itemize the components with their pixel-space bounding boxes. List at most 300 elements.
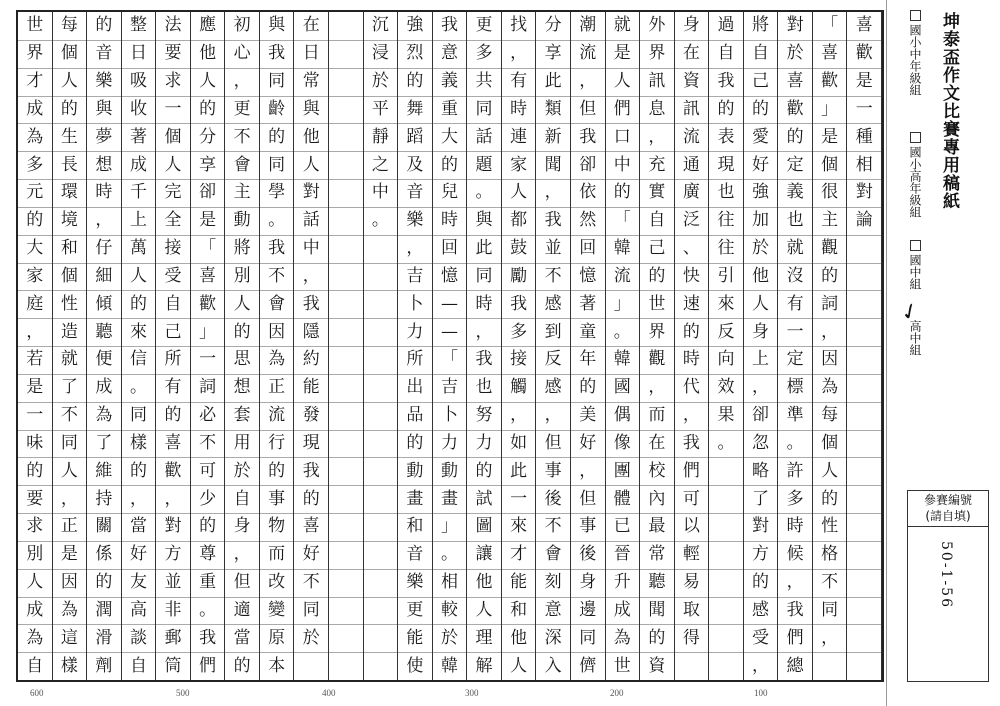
handwritten-character: 個	[60, 265, 78, 286]
handwritten-character: 的	[233, 321, 251, 342]
handwritten-character: 韓	[613, 238, 631, 259]
handwritten-character: 連	[510, 126, 528, 147]
handwritten-character: ，	[233, 544, 251, 565]
handwritten-character: 尊	[199, 544, 217, 565]
handwritten-character: 當	[129, 516, 147, 537]
handwritten-character: 他	[302, 126, 320, 147]
handwritten-character: 就	[613, 15, 631, 36]
handwritten-character: 現	[717, 154, 735, 175]
handwritten-character: 但	[233, 572, 251, 593]
handwritten-character: 訊	[682, 98, 700, 119]
handwritten-character: 時	[682, 349, 700, 370]
handwritten-character: 細	[95, 265, 113, 286]
handwritten-character: 心	[233, 43, 251, 64]
handwritten-character: 的	[752, 572, 770, 593]
handwritten-character: 初	[233, 15, 251, 36]
handwritten-character: 是	[613, 43, 631, 64]
handwritten-character: 、	[682, 238, 700, 259]
handwritten-character: 泛	[682, 210, 700, 231]
handwritten-character: 都	[510, 210, 528, 231]
handwritten-character: 變	[268, 599, 286, 620]
handwritten-character: 來	[717, 293, 735, 314]
handwritten-character: 」	[613, 293, 631, 314]
handwritten-character: ，	[579, 71, 597, 92]
handwritten-character: 的	[406, 432, 424, 453]
handwritten-character: 更	[475, 15, 493, 36]
handwritten-character: 觀	[648, 349, 666, 370]
handwritten-character: 我	[475, 349, 493, 370]
handwritten-character: 因	[268, 321, 286, 342]
handwritten-character: 卻	[579, 154, 597, 175]
manuscript-column	[294, 12, 329, 680]
handwritten-character: 改	[268, 572, 286, 593]
handwritten-character: 們	[786, 627, 804, 648]
handwritten-character: 兒	[440, 182, 458, 203]
handwritten-character: ，	[544, 182, 562, 203]
handwritten-character: 自	[233, 488, 251, 509]
handwritten-character: 同	[821, 599, 839, 620]
handwritten-character: 的	[233, 655, 251, 676]
manuscript-column	[156, 12, 191, 680]
handwritten-character: 成	[129, 154, 147, 175]
handwritten-character: 時	[510, 98, 528, 119]
handwritten-character: 喜	[199, 265, 217, 286]
handwritten-character: 要	[164, 43, 182, 64]
handwritten-character: 「	[821, 15, 839, 36]
checkbox-icon[interactable]	[910, 10, 921, 21]
handwritten-character: 行	[268, 432, 286, 453]
handwritten-character: 用	[233, 432, 251, 453]
handwritten-character: —	[440, 321, 458, 342]
handwritten-character: 是	[60, 544, 78, 565]
manuscript-column	[87, 12, 122, 680]
handwritten-character: 了	[752, 488, 770, 509]
handwritten-character: 求	[26, 516, 44, 537]
handwritten-character: 能	[510, 572, 528, 593]
handwritten-character: 家	[26, 265, 44, 286]
handwritten-character: 成	[95, 377, 113, 398]
handwritten-character: 過	[717, 15, 735, 36]
handwritten-character: 的	[648, 265, 666, 286]
handwritten-character: 不	[268, 265, 286, 286]
handwritten-character: 口	[613, 126, 631, 147]
handwritten-character: 廣	[682, 182, 700, 203]
handwritten-character: 蹈	[406, 126, 424, 147]
handwritten-character: ，	[579, 460, 597, 481]
handwritten-character: 為	[613, 627, 631, 648]
handwritten-character: 歡	[199, 293, 217, 314]
checkbox-icon[interactable]	[910, 132, 921, 143]
handwritten-character: 別	[233, 265, 251, 286]
handwritten-character: 談	[129, 627, 147, 648]
handwritten-character: 對	[164, 516, 182, 537]
handwritten-character: 己	[648, 238, 666, 259]
handwritten-character: 友	[129, 572, 147, 593]
handwritten-character: 自	[717, 43, 735, 64]
handwritten-character: 個	[821, 154, 839, 175]
handwritten-character: ，	[648, 377, 666, 398]
handwritten-character: 的	[406, 71, 424, 92]
handwritten-character: 於	[233, 460, 251, 481]
handwritten-character: 的	[60, 98, 78, 119]
handwritten-character: 人	[233, 293, 251, 314]
handwritten-character: 的	[26, 460, 44, 481]
handwritten-character: 聽	[648, 572, 666, 593]
handwritten-character: 吉	[440, 377, 458, 398]
handwritten-character: 我	[268, 238, 286, 259]
handwritten-character: 分	[544, 15, 562, 36]
handwritten-character: 世	[648, 293, 666, 314]
handwritten-character: 不	[199, 432, 217, 453]
handwritten-character: 反	[717, 321, 735, 342]
handwritten-character: 加	[752, 210, 770, 231]
handwritten-character: 想	[233, 377, 251, 398]
handwritten-character: 多	[26, 154, 44, 175]
handwritten-character: 樣	[60, 655, 78, 676]
handwritten-character: 更	[406, 599, 424, 620]
handwritten-character: 每	[60, 15, 78, 36]
handwritten-character: 流	[613, 265, 631, 286]
manuscript-column	[191, 12, 226, 680]
handwritten-character: 定	[786, 154, 804, 175]
handwritten-character: 入	[544, 655, 562, 676]
handwritten-character: 但	[579, 488, 597, 509]
manuscript-grid	[16, 10, 884, 682]
handwritten-character: 個	[60, 43, 78, 64]
handwritten-character: 與	[268, 15, 286, 36]
handwritten-character: 候	[786, 544, 804, 565]
handwritten-character: 我	[302, 460, 320, 481]
handwritten-character: 我	[510, 293, 528, 314]
handwritten-character: 他	[752, 265, 770, 286]
handwritten-character: 正	[60, 516, 78, 537]
handwritten-character: 著	[579, 293, 597, 314]
handwritten-character: 方	[164, 544, 182, 565]
handwritten-character: 回	[440, 238, 458, 259]
handwritten-character: 和	[406, 516, 424, 537]
handwritten-character: 的	[268, 126, 286, 147]
handwritten-character: 元	[26, 182, 44, 203]
handwritten-character: 原	[268, 627, 286, 648]
handwritten-character: 滑	[95, 627, 113, 648]
handwritten-character: 卻	[199, 182, 217, 203]
handwritten-character: 歡	[786, 98, 804, 119]
handwritten-character: 也	[786, 210, 804, 231]
handwritten-character: 愛	[752, 126, 770, 147]
handwritten-character: 忽	[752, 432, 770, 453]
handwritten-character: 不	[544, 265, 562, 286]
handwritten-character: 強	[752, 182, 770, 203]
handwritten-character: 劑	[95, 655, 113, 676]
handwritten-character: 潮	[579, 15, 597, 36]
handwritten-character: 為	[26, 627, 44, 648]
handwritten-character: 可	[682, 488, 700, 509]
manuscript-column	[571, 12, 606, 680]
option-senior-high: 高中組	[908, 320, 922, 356]
handwritten-character: 喜	[855, 15, 873, 36]
handwritten-character: 也	[475, 377, 493, 398]
handwritten-character: 品	[406, 405, 424, 426]
handwritten-character: 收	[129, 98, 147, 119]
handwritten-character: 世	[613, 655, 631, 676]
handwritten-character: 人	[60, 460, 78, 481]
handwritten-character: 感	[752, 599, 770, 620]
handwritten-character: 發	[302, 405, 320, 426]
handwritten-character: 努	[475, 405, 493, 426]
handwritten-character: 重	[199, 572, 217, 593]
handwritten-character: 圖	[475, 516, 493, 537]
handwritten-character: 動	[233, 210, 251, 231]
handwritten-character: 一	[786, 321, 804, 342]
handwritten-character: ，	[510, 405, 528, 426]
handwritten-character: 的	[129, 293, 147, 314]
handwritten-character: 有	[786, 293, 804, 314]
handwritten-character: ，	[648, 126, 666, 147]
handwritten-character: 訊	[648, 71, 666, 92]
handwritten-character: 常	[648, 544, 666, 565]
handwritten-character: 的	[821, 488, 839, 509]
handwritten-character: 有	[510, 71, 528, 92]
handwritten-character: 沉	[371, 15, 389, 36]
handwritten-character: 浸	[371, 43, 389, 64]
handwritten-character: 引	[717, 265, 735, 286]
handwritten-character: 也	[717, 182, 735, 203]
handwritten-character: 因	[821, 349, 839, 370]
handwritten-character: 家	[510, 154, 528, 175]
handwritten-character: 之	[371, 154, 389, 175]
handwritten-character: 此	[475, 238, 493, 259]
handwritten-character: 吉	[406, 265, 424, 286]
handwritten-character: 同	[302, 599, 320, 620]
handwritten-character: 己	[752, 71, 770, 92]
manuscript-column	[260, 12, 295, 680]
handwritten-character: 自	[129, 655, 147, 676]
handwritten-character: 但	[579, 98, 597, 119]
handwritten-character: 多	[786, 488, 804, 509]
handwritten-character: 種	[855, 126, 873, 147]
handwritten-character: 了	[95, 432, 113, 453]
handwritten-character: 在	[302, 15, 320, 36]
handwritten-character: 人	[199, 71, 217, 92]
handwritten-character: 就	[786, 238, 804, 259]
handwritten-character: 享	[199, 154, 217, 175]
handwritten-character: 童	[579, 321, 597, 342]
handwritten-character: 意	[544, 599, 562, 620]
handwritten-character: 理	[475, 627, 493, 648]
handwritten-character: 非	[164, 599, 182, 620]
handwritten-character: 人	[613, 71, 631, 92]
handwritten-character: 要	[26, 488, 44, 509]
handwritten-character: 樂	[406, 210, 424, 231]
handwritten-character: 回	[579, 238, 597, 259]
handwritten-character: 易	[682, 572, 700, 593]
handwritten-character: 韓	[613, 349, 631, 370]
handwritten-character: 就	[60, 349, 78, 370]
handwritten-character: 論	[855, 210, 873, 231]
handwritten-character: 的	[95, 572, 113, 593]
option-elementary-middle: 國小中年級組	[907, 10, 924, 96]
handwritten-character: ，	[26, 321, 44, 342]
handwritten-character: 我	[544, 210, 562, 231]
handwritten-character: 沒	[786, 265, 804, 286]
handwritten-character: 力	[406, 321, 424, 342]
handwritten-character: 對	[302, 182, 320, 203]
handwritten-character: 反	[544, 349, 562, 370]
handwritten-character: 於	[786, 43, 804, 64]
handwritten-character: 我	[717, 71, 735, 92]
handwritten-character: 大	[440, 126, 458, 147]
handwritten-character: 本	[268, 655, 286, 676]
handwritten-character: 係	[95, 544, 113, 565]
handwritten-character: 的	[752, 98, 770, 119]
handwritten-character: —	[440, 293, 458, 314]
handwritten-character: 界	[648, 43, 666, 64]
handwritten-character: 受	[752, 627, 770, 648]
handwritten-character: 以	[682, 516, 700, 537]
handwritten-character: 日	[302, 43, 320, 64]
handwritten-character: 資	[648, 655, 666, 676]
handwritten-character: 而	[648, 405, 666, 426]
handwritten-character: 像	[613, 432, 631, 453]
handwritten-character: 思	[233, 349, 251, 370]
handwritten-character: 。	[371, 210, 389, 231]
handwritten-character: 卜	[440, 405, 458, 426]
handwritten-character: 喜	[164, 432, 182, 453]
handwritten-character: 隱	[302, 321, 320, 342]
handwritten-character: 人	[821, 460, 839, 481]
handwritten-character: 畫	[440, 488, 458, 509]
handwritten-character: 樣	[129, 432, 147, 453]
handwritten-character: 身	[233, 516, 251, 537]
handwritten-character: ，	[752, 655, 770, 676]
manuscript-column	[398, 12, 433, 680]
entry-number-value[interactable]: 50-1-56	[938, 541, 954, 609]
handwritten-character: 境	[60, 210, 78, 231]
handwritten-character: ，	[510, 43, 528, 64]
handwritten-character: 向	[717, 349, 735, 370]
handwritten-character: 於	[371, 71, 389, 92]
manuscript-column	[744, 12, 779, 680]
handwritten-character: 對	[752, 516, 770, 537]
manuscript-column	[122, 12, 157, 680]
handwritten-character: 話	[302, 210, 320, 231]
handwritten-character: 於	[302, 627, 320, 648]
handwritten-character: 可	[199, 460, 217, 481]
checkbox-icon[interactable]	[910, 240, 921, 251]
handwritten-character: 好	[129, 544, 147, 565]
manuscript-column	[847, 12, 882, 680]
handwritten-character: 自	[26, 655, 44, 676]
scale-label: 100	[754, 688, 768, 698]
handwritten-character: 關	[95, 516, 113, 537]
handwritten-character: 是	[855, 71, 873, 92]
handwritten-character: 最	[648, 516, 666, 537]
handwritten-character: 的	[26, 210, 44, 231]
handwritten-character: 齡	[268, 98, 286, 119]
handwritten-character: 常	[302, 71, 320, 92]
handwritten-character: 相	[440, 572, 458, 593]
handwritten-character: 套	[233, 405, 251, 426]
handwritten-character: 樂	[95, 71, 113, 92]
handwritten-character: 歡	[855, 43, 873, 64]
handwritten-character: 的	[717, 98, 735, 119]
handwritten-character: 人	[475, 599, 493, 620]
handwritten-character: 於	[752, 238, 770, 259]
handwritten-character: 學	[268, 182, 286, 203]
handwritten-character: 將	[233, 238, 251, 259]
handwritten-character: 大	[26, 238, 44, 259]
handwritten-character: 成	[26, 599, 44, 620]
manuscript-column	[433, 12, 468, 680]
handwritten-character: 喜	[821, 43, 839, 64]
handwritten-character: 我	[440, 15, 458, 36]
handwritten-character: 我	[682, 432, 700, 453]
handwritten-character: 」	[821, 98, 839, 119]
handwritten-character: 持	[95, 488, 113, 509]
handwritten-character: 卜	[406, 293, 424, 314]
handwritten-character: 是	[26, 377, 44, 398]
handwritten-character: 不	[233, 126, 251, 147]
handwritten-character: 同	[475, 98, 493, 119]
handwritten-character: 。	[199, 599, 217, 620]
handwritten-character: 人	[26, 572, 44, 593]
handwritten-character: 人	[752, 293, 770, 314]
handwritten-character: 萬	[129, 238, 147, 259]
option-junior-high: 國中組	[907, 240, 924, 290]
handwritten-character: 」	[199, 321, 217, 342]
handwritten-character: 好	[752, 154, 770, 175]
handwritten-character: 感	[544, 377, 562, 398]
manuscript-column	[225, 12, 260, 680]
handwritten-character: 話	[475, 126, 493, 147]
handwritten-character: 音	[406, 544, 424, 565]
handwritten-character: 出	[406, 377, 424, 398]
handwritten-character: 。	[475, 182, 493, 203]
handwritten-character: 表	[717, 126, 735, 147]
handwritten-character: 所	[164, 349, 182, 370]
handwritten-character: 息	[648, 98, 666, 119]
handwritten-character: 事	[268, 488, 286, 509]
handwritten-character: 聞	[648, 599, 666, 620]
handwritten-character: 於	[440, 627, 458, 648]
handwritten-character: 標	[786, 377, 804, 398]
handwritten-character: 界	[26, 43, 44, 64]
handwritten-character: 性	[821, 516, 839, 537]
handwritten-character: 同	[268, 71, 286, 92]
handwritten-character: 有	[164, 377, 182, 398]
handwritten-character: 團	[613, 460, 631, 481]
handwritten-character: 。	[440, 544, 458, 565]
handwritten-character: 但	[544, 432, 562, 453]
handwritten-character: 總	[786, 655, 804, 676]
scale-label: 500	[176, 688, 190, 698]
handwritten-character: 國	[613, 377, 631, 398]
handwritten-character: 人	[164, 154, 182, 175]
handwritten-character: 成	[613, 599, 631, 620]
handwritten-character: 儕	[579, 655, 597, 676]
handwritten-character: 定	[786, 349, 804, 370]
manuscript-column	[502, 12, 537, 680]
handwritten-character: 題	[475, 154, 493, 175]
handwritten-character: 音	[406, 182, 424, 203]
handwritten-character: 這	[60, 627, 78, 648]
handwritten-character: 信	[129, 349, 147, 370]
handwritten-character: ，	[821, 627, 839, 648]
manuscript-column	[606, 12, 641, 680]
handwritten-character: 維	[95, 460, 113, 481]
handwritten-character: 憶	[440, 265, 458, 286]
handwritten-character: 。	[129, 377, 147, 398]
